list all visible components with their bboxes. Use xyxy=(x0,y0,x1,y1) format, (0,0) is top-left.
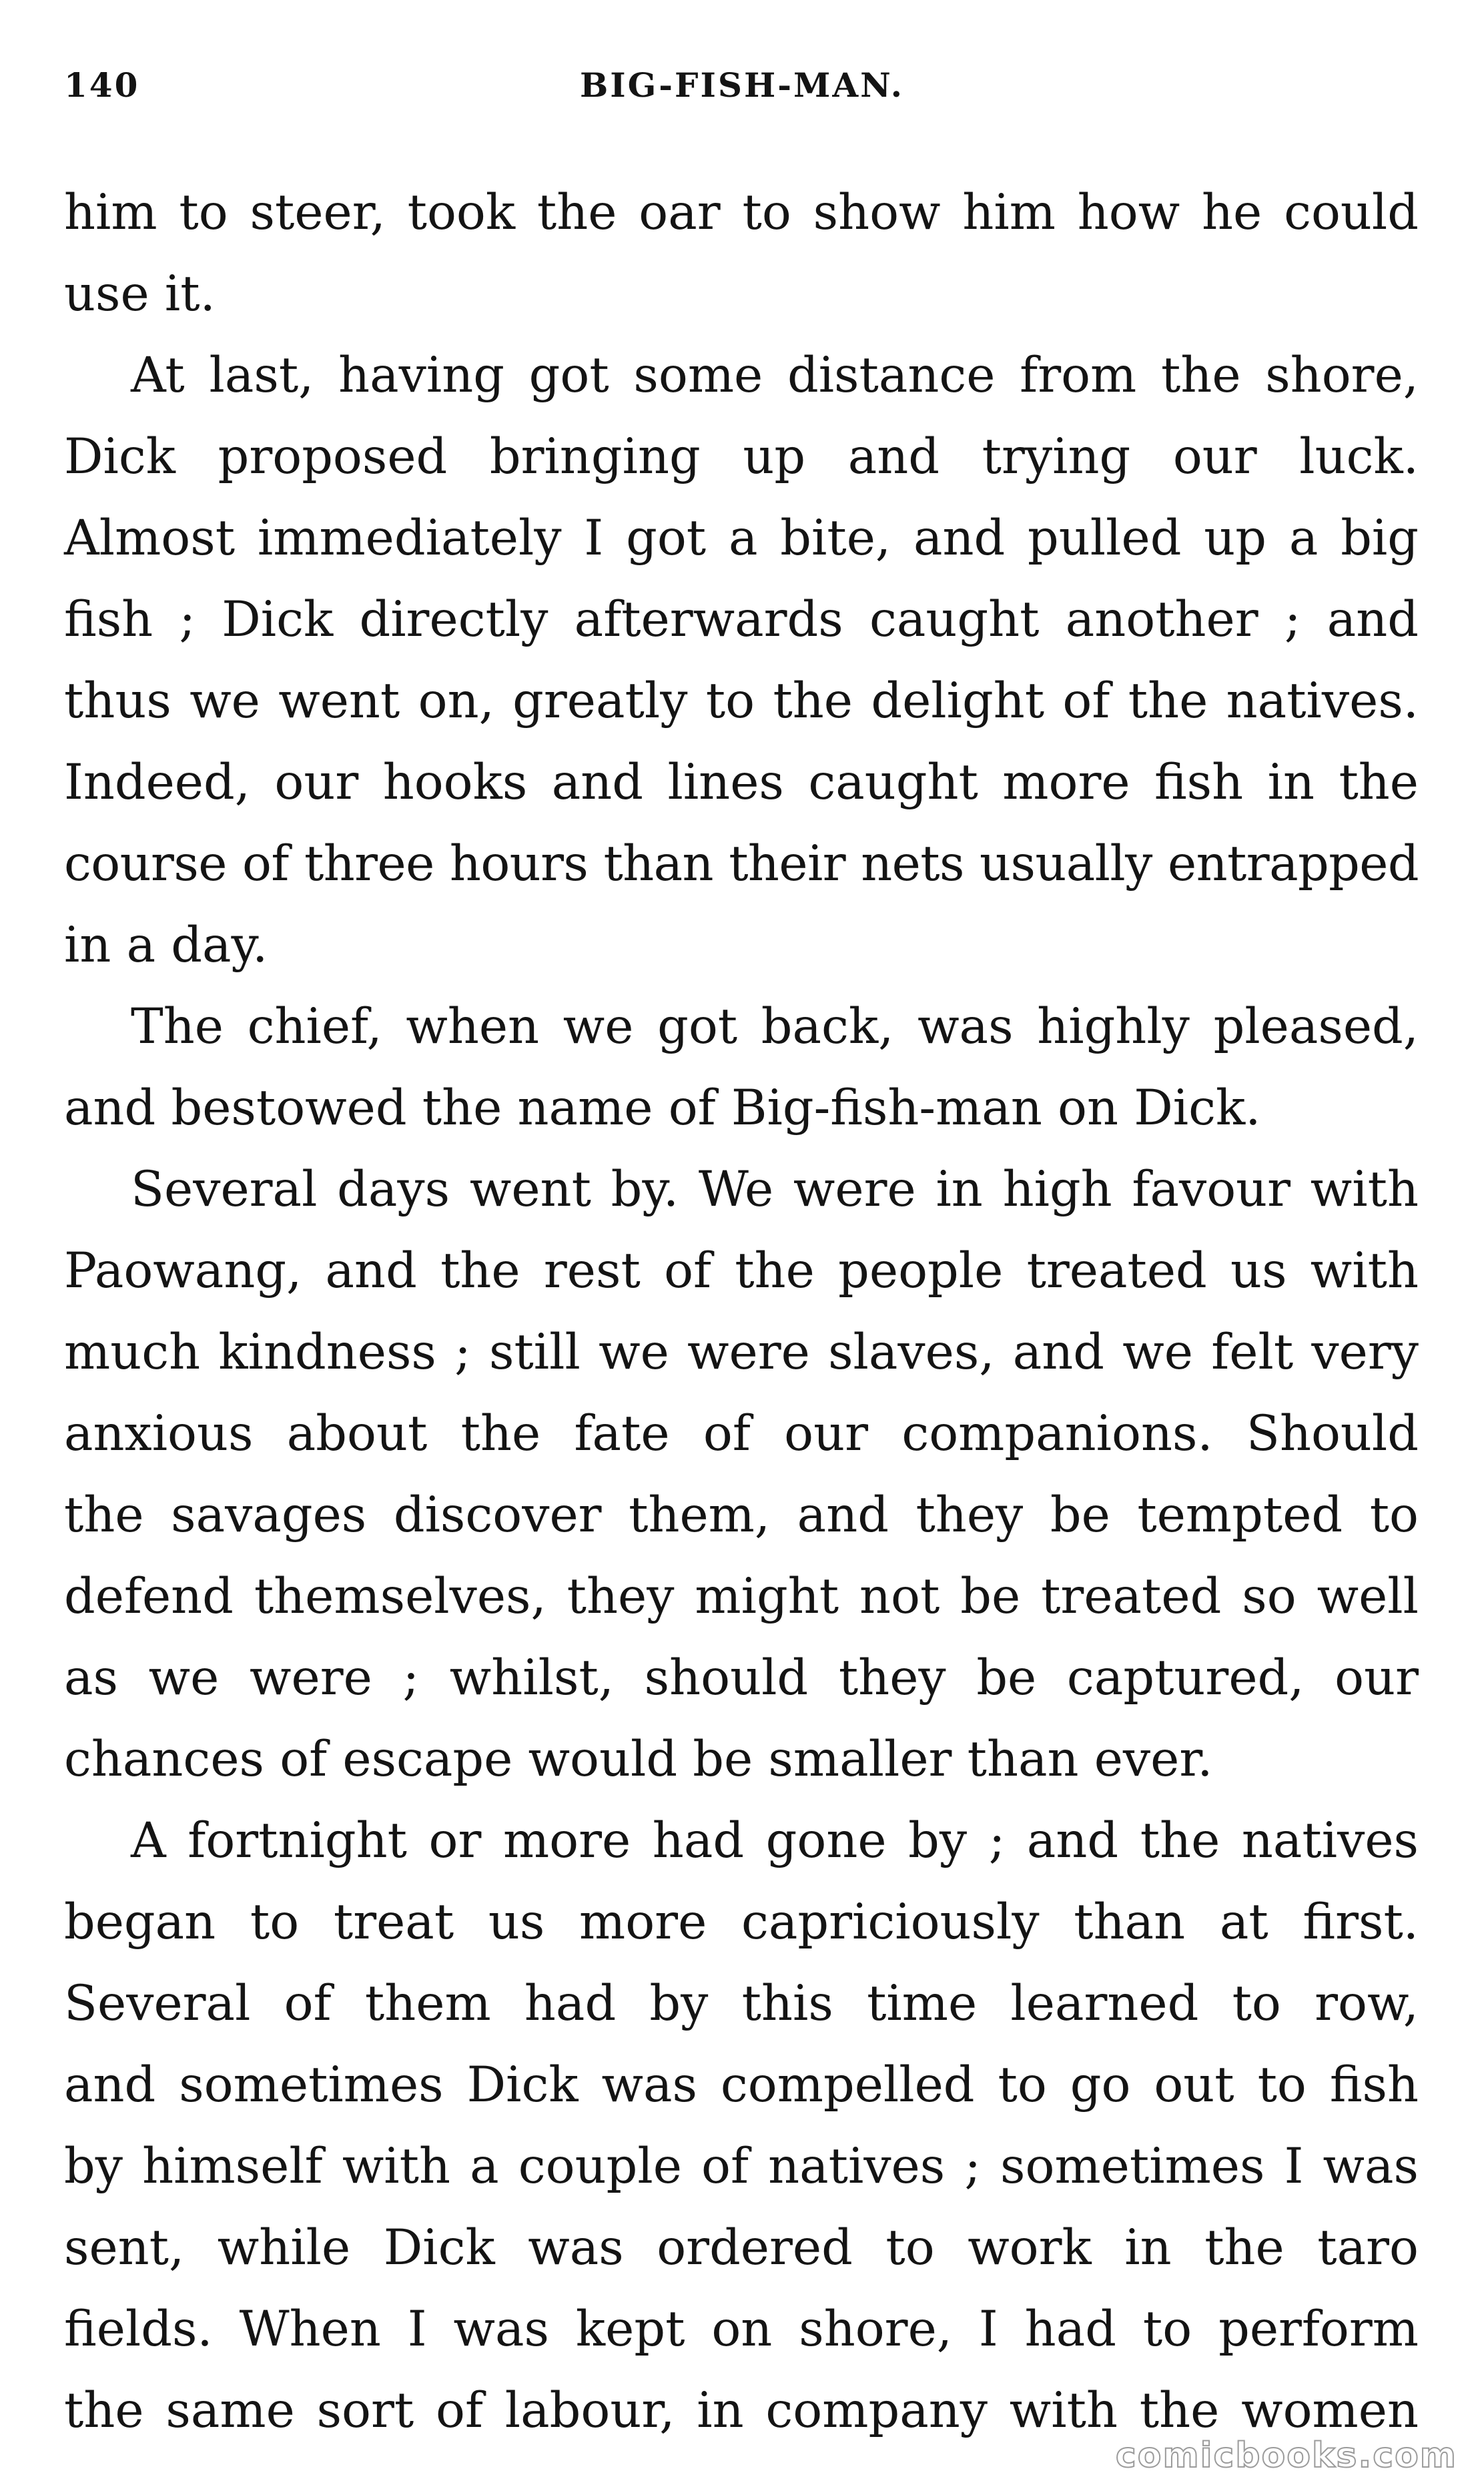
text-line: sent, while Dick was ordered to work in the taro xyxy=(64,2219,1419,2276)
text-line: course of three hours than their nets usually entrapped xyxy=(64,835,1419,892)
text-line: in a day. xyxy=(64,917,268,974)
text-line: and sometimes Dick was compelled to go out to fish xyxy=(64,2057,1419,2113)
text-line: fields. When I was kept on shore, I had to perform xyxy=(64,2301,1419,2358)
paragraph-4 xyxy=(64,1149,1419,1800)
text-line: anxious about the fate of our companions. Should xyxy=(64,1405,1419,1462)
text-line: At last, having got some distance from the shore, xyxy=(131,347,1419,404)
text-line: use it. xyxy=(64,266,216,322)
watermark: comicbooks.com xyxy=(1115,2436,1457,2476)
text-line: much kindness ; still we were slaves, and we felt very xyxy=(64,1324,1419,1381)
running-title: BIG-FISH-MAN. xyxy=(579,65,905,105)
text-line: Several days went by. We were in high favour with xyxy=(131,1161,1419,1218)
text-line: the same sort of labour, in company with the women xyxy=(64,2382,1419,2439)
text-line: and bestowed the name of Big-fish-man on Dick. xyxy=(64,1080,1261,1136)
text-line: him to steer, took the oar to show him how he could xyxy=(64,184,1419,241)
text-line: fish ; Dick directly afterwards caught another ; and xyxy=(64,591,1419,648)
text-line: defend themselves, they might not be treated so well xyxy=(64,1568,1419,1625)
running-head xyxy=(64,65,1420,119)
text-line: A fortnight or more had gone by ; and the natives xyxy=(131,1812,1419,1869)
text-line: Several of them had by this time learned to row, xyxy=(64,1975,1419,2032)
text-line: chances of escape would be smaller than ever. xyxy=(64,1731,1213,1788)
text-line: Indeed, our hooks and lines caught more fish in the xyxy=(64,754,1419,811)
page-number: 140 xyxy=(64,65,140,105)
text-line: by himself with a couple of natives ; sometimes I was xyxy=(64,2138,1419,2195)
text-line: Paowang, and the rest of the people treated us with xyxy=(64,1242,1419,1299)
text-line: thus we went on, greatly to the delight of the natives. xyxy=(64,673,1419,729)
paragraph-5 xyxy=(64,1800,1419,2452)
paragraph-2 xyxy=(64,335,1419,986)
text-line: Almost immediately I got a bite, and pulled up a big xyxy=(64,510,1419,567)
paragraph-1 xyxy=(64,172,1419,335)
body-text xyxy=(64,172,1419,2452)
text-line: The chief, when we got back, was highly pleased, xyxy=(131,998,1419,1055)
text-line: as we were ; whilst, should they be captured, our xyxy=(64,1650,1419,1706)
text-line: Dick proposed bringing up and trying our luck. xyxy=(64,428,1419,485)
text-line: began to treat us more capriciously than at first. xyxy=(64,1894,1419,1950)
paragraph-3 xyxy=(64,986,1419,1149)
text-line: the savages discover them, and they be tempted to xyxy=(64,1487,1419,1543)
